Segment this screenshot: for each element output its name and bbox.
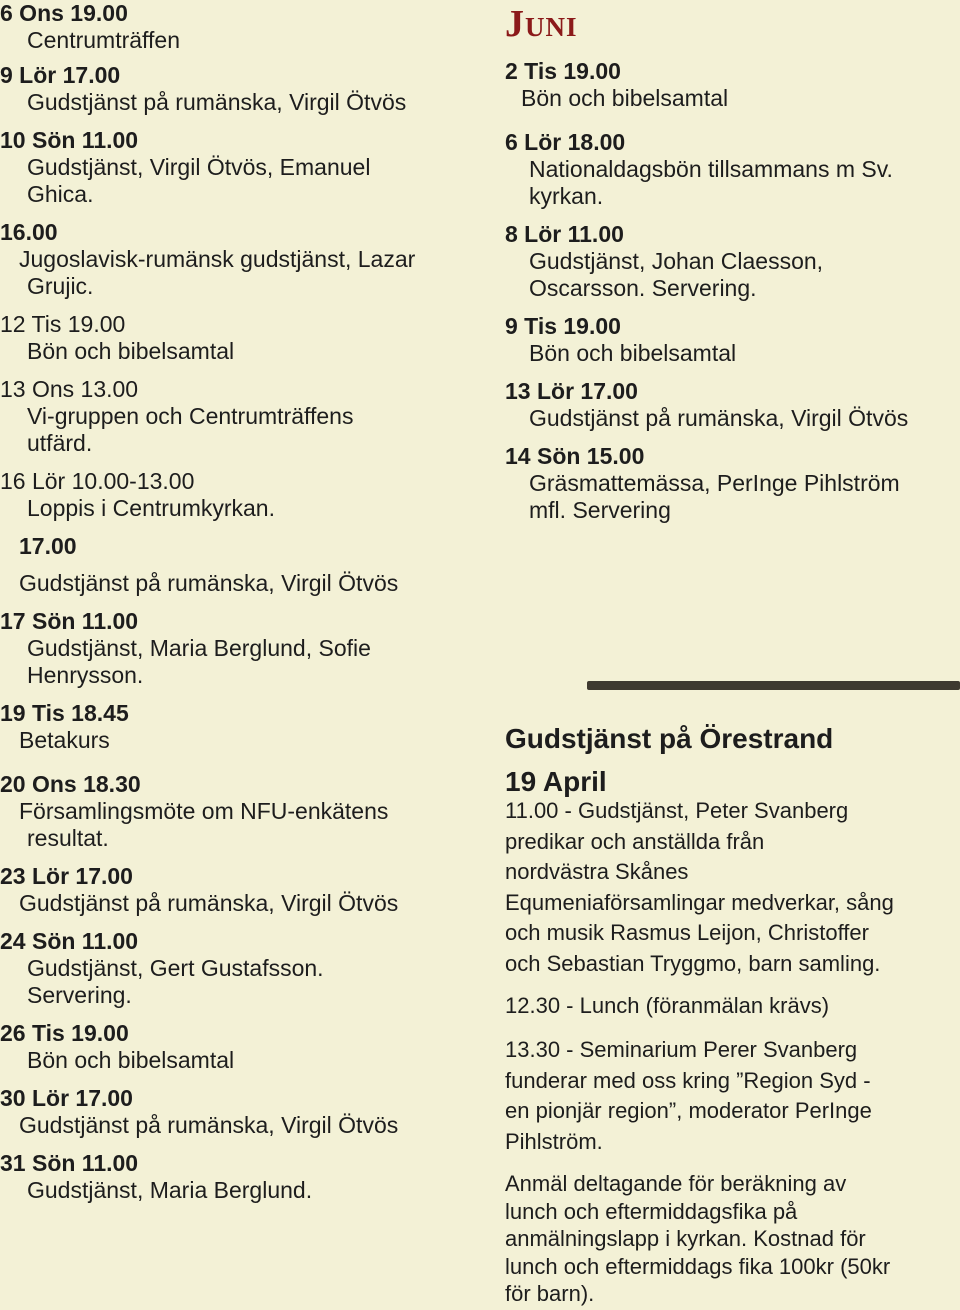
event: [0, 863, 398, 917]
event-desc-line: Gudstjänst på rumänska, Virgil Ötvös: [27, 89, 407, 115]
event-desc-line: Bön och bibelsamtal: [521, 85, 729, 111]
paragraph-line: för barn).: [505, 1281, 595, 1306]
event-desc-line: Bön och bibelsamtal: [27, 1047, 235, 1073]
event-desc-line: mfl. Servering: [529, 497, 671, 523]
event: [0, 533, 398, 597]
paragraph-line: en pionjär region”, moderator PerInge: [505, 1098, 872, 1123]
month-title: Juni: [505, 3, 578, 45]
paragraph: [505, 1035, 872, 1157]
event: [505, 378, 908, 432]
event-desc-line: kyrkan.: [529, 183, 604, 209]
event-desc-line: Gudstjänst på rumänska, Virgil Ötvös: [529, 405, 909, 431]
event-desc-line: Vi-gruppen och Centrumträffens: [27, 403, 354, 429]
paragraph-line: 12.30 - Lunch (föranmälan krävs): [505, 993, 830, 1018]
event-desc-line: Jugoslavisk-rumänsk gudstjänst, Lazar: [19, 246, 416, 272]
event: [0, 376, 353, 457]
event-desc-line: Gudstjänst, Maria Berglund.: [27, 1177, 313, 1203]
section-date: 19 April: [505, 766, 607, 797]
event-date: 9 Lör 17.00: [0, 62, 121, 88]
event-date: 14 Sön 15.00: [505, 443, 645, 469]
event-date: 16.00: [0, 219, 58, 245]
paragraph-line: funderar med oss kring ”Region Syd -: [505, 1067, 871, 1093]
paragraph: [505, 991, 829, 1022]
event-desc-line: Gudstjänst, Johan Claesson,: [529, 248, 824, 274]
event: [0, 219, 415, 300]
event-desc-line: Ghica.: [27, 181, 94, 207]
event-desc-line: Loppis i Centrumkyrkan.: [27, 495, 275, 521]
event-desc-line: Henrysson.: [27, 662, 144, 688]
event-date: 16 Lör 10.00-13.00: [0, 468, 195, 494]
event-date: 30 Lör 17.00: [0, 1085, 133, 1111]
event: [505, 129, 893, 210]
event: [0, 62, 406, 116]
event-desc-line: Centrumträffen: [27, 27, 180, 53]
event-desc-line: Bön och bibelsamtal: [27, 338, 235, 364]
event-date: 26 Tis 19.00: [0, 1020, 129, 1046]
paragraph-line: predikar och anställda från: [505, 828, 765, 854]
paragraph-line: lunch och eftermiddagsfika på: [505, 1198, 798, 1224]
paragraph-line: och musik Rasmus Leijon, Christoffer: [505, 920, 869, 945]
event-date: 31 Sön 11.00: [0, 1150, 139, 1176]
event-date: 2 Tis 19.00: [505, 58, 621, 84]
event-desc-line: Gudstjänst, Virgil Ötvös, Emanuel: [27, 154, 371, 180]
paragraph-line: 11.00 - Gudstjänst, Peter Svanberg: [505, 798, 849, 823]
event-desc-line: Gudstjänst på rumänska, Virgil Ötvös: [19, 1112, 399, 1138]
paragraph-line: lunch och eftermiddags fika 100kr (50kr: [505, 1253, 891, 1279]
event: [505, 443, 900, 524]
event-date: 9 Tis 19.00: [505, 313, 621, 339]
event-date: 17.00: [19, 533, 77, 559]
event-desc-line: Bön och bibelsamtal: [529, 340, 737, 366]
event: [0, 1020, 234, 1074]
event: [0, 468, 275, 522]
paragraph-line: nordvästra Skånes: [505, 859, 689, 884]
event-desc-line: Gudstjänst på rumänska, Virgil Ötvös: [19, 570, 399, 596]
event-desc-line: Nationaldagsbön tillsammans m Sv.: [529, 156, 893, 182]
event-desc-line: Grujic.: [27, 273, 94, 299]
paragraph: [505, 796, 894, 979]
event-date: 19 Tis 18.45: [0, 700, 129, 726]
event: [0, 928, 324, 1009]
paragraph-line: Pihlström.: [505, 1128, 603, 1154]
event-date: 20 Ons 18.30: [0, 771, 141, 797]
event-date: 24 Sön 11.00: [0, 928, 139, 954]
event-date: 13 Ons 13.00: [0, 376, 139, 402]
paragraph-line: 13.30 - Seminarium Perer Svanberg: [505, 1037, 858, 1062]
event-desc-line: Oscarsson. Servering.: [529, 275, 757, 301]
event: [0, 608, 371, 689]
paragraph-line: Equmeniaförsamlingar medverkar, sång: [505, 889, 894, 915]
event-date: 8 Lör 11.00: [505, 221, 624, 247]
paragraph-line: anmälningslapp i kyrkan. Kostnad för: [505, 1226, 866, 1251]
event-desc-line: Servering.: [27, 982, 132, 1008]
event-desc-line: Gudstjänst, Maria Berglund, Sofie: [27, 635, 371, 661]
event: [0, 700, 129, 754]
event: [0, 1085, 398, 1139]
divider: [587, 681, 960, 690]
event-desc-line: Betakurs: [19, 727, 110, 753]
event-date: 13 Lör 17.00: [505, 378, 638, 404]
event-desc-line: Församlingsmöte om NFU-enkätens: [19, 798, 389, 824]
event: [0, 1150, 312, 1204]
event-date: 12 Tis 19.00: [0, 311, 126, 337]
event-desc-line: resultat.: [27, 825, 109, 851]
section-heading: Gudstjänst på Örestrand: [505, 723, 834, 754]
event-date: 6 Lör 18.00: [505, 129, 626, 155]
event: [0, 311, 234, 365]
event: [0, 771, 388, 852]
event: [0, 127, 370, 208]
event: [505, 58, 728, 112]
event-desc-line: Gräsmattemässa, PerInge Pihlström: [529, 470, 900, 496]
event-desc-line: Gudstjänst, Gert Gustafsson.: [27, 955, 324, 981]
paragraph-line: och Sebastian Tryggmo, barn samling.: [505, 950, 881, 976]
event-date: 6 Ons 19.00: [0, 0, 128, 26]
event-desc-line: Gudstjänst på rumänska, Virgil Ötvös: [19, 890, 399, 916]
event: [505, 221, 823, 302]
event: [0, 0, 180, 54]
paragraph-line: Anmäl deltagande för beräkning av: [505, 1171, 847, 1196]
paragraph: [505, 1170, 890, 1308]
event: [505, 313, 736, 367]
event-date: 10 Sön 11.00: [0, 127, 139, 153]
event-date: 23 Lör 17.00: [0, 863, 133, 889]
event-desc-line: utfärd.: [27, 430, 93, 456]
event-date: 17 Sön 11.00: [0, 608, 139, 634]
